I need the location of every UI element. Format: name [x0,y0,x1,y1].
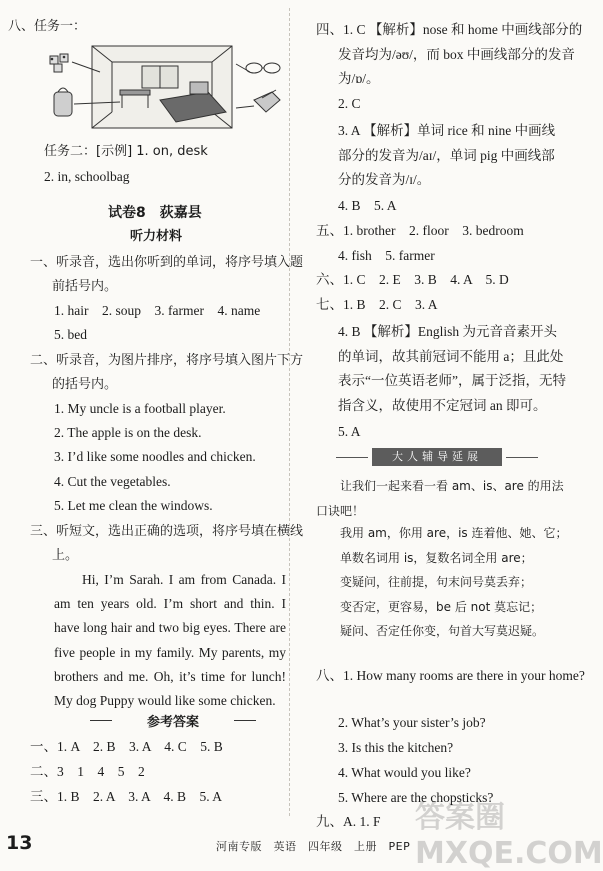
answer-5-row2: 4. fish 5. farmer [338,248,435,263]
room-illustration [40,42,290,134]
answer-4-2: 2. C [338,96,361,111]
rhyme-line: 变疑问，往前提，句末问号莫丢弃； [340,575,533,589]
answer-7-4: 4. B 【解析】English 为元音音素开头的单词，故其前冠词不能用 a；且此处表示“一位英语老师”，属于泛指，无特指含义，故使用不定冠词 an 即可。 [338,324,566,413]
answer-6-row: 六、1. C 2. E 3. B 4. A 5. D [316,272,509,287]
banner-rule-right [506,457,538,458]
answer-8-item: 3. Is this the kitchen? [338,740,454,755]
q2-item: 1. My uncle is a football player. [54,401,226,416]
rhyme-line: 单数名词用 is，复数名词全用 are； [340,551,533,565]
task2-line1: 任务二：[示例] 1. on, desk [44,144,208,159]
answer-8-item: 4. What would you like? [338,765,471,780]
q2-item: 5. Let me clean the windows. [54,498,213,513]
page-number: 13 [6,832,33,854]
section-8-heading: 八、任务一： [8,19,87,34]
rhyme-line: 我用 am，你用 are，is 连着他、她、它； [340,526,568,540]
passage-text: Hi, I’m Sarah. I am from Canada. I am ten years old. I’m short and thin. I have long hair and two big eyes. There are five people in my family. My parents, my brothers and me. Oh, it’s time for lunch! My dog Puppy would like some chicken. [54,572,286,709]
answer-5-row1: 五、1. brother 2. floor 3. bedroom [316,223,524,238]
answer-8-item: 2. What’s your sister’s job? [338,715,486,730]
answer-7-5: 5. A [338,424,361,439]
answer-4-45: 4. B 5. A [338,198,397,213]
paper-title: 试卷8 荻嘉县 [108,205,202,221]
banner-rule-left [336,457,368,458]
answer-row-1: 一、1. A 2. B 3. A 4. C 5. B [30,739,223,754]
answer-row-3: 三、1. B 2. A 3. A 4. B 5. A [30,789,223,804]
q1-item: 5. bed [54,327,87,342]
rhyme-line: 变否定，更容易，be 后 not 莫忘记； [340,600,543,614]
answer-row-2: 二、3 1 4 5 2 [30,764,145,779]
answer-8-item: 5. Where are the chopsticks? [338,790,494,805]
listening-title: 听力材料 [130,229,183,244]
parent-tip-banner: 大人辅导延展 [372,448,502,466]
task2-line2: 2. in, schoolbag [44,169,130,184]
q2-item: 3. I’d like some noodles and chicken. [54,449,256,464]
q3-intro: 三、听短文，选出正确的选项，将序号填在横线上。 [30,524,304,563]
answer-7-row1: 七、1. B 2. C 3. A [316,297,438,312]
tip-intro: 让我们一起来看一看 am、is、are 的用法口诀吧！ [316,479,564,518]
rhyme-line: 疑问、否定任你变，句首大写莫迟疑。 [340,624,545,638]
q1-item: 1. hair 2. soup 3. farmer 4. name [54,303,261,318]
q1-intro: 一、听录音，选出你听到的单词，将序号填入题前括号内。 [30,255,304,294]
q2-intro: 二、听录音，为图片排序，将序号填入图片下方的括号内。 [30,353,304,392]
q2-item: 4. Cut the vegetables. [54,474,171,489]
answer-key-title: 参考答案 [118,711,228,730]
q2-item: 2. The apple is on the desk. [54,425,202,440]
answer-8-1: 八、1. How many rooms are there in your home? [316,668,585,683]
watermark: 答案圈 MXQE.COM [415,800,603,871]
answer-9-row: 九、A. 1. F [316,814,381,829]
answer-4-3: 3. A 【解析】单词 rice 和 nine 中画线部分的发音为/aɪ/，单词 pig 中画线部分的发音为/ɪ/。 [338,123,556,188]
answer-4-1: 四、1. C 【解析】nose 和 home 中画线部分的发音均为/əʊ/，而 box 中画线部分的发音为/ɒ/。 [316,22,583,87]
footer-meta: 河南专版 英语 四年级 上册 PEP [216,840,411,853]
